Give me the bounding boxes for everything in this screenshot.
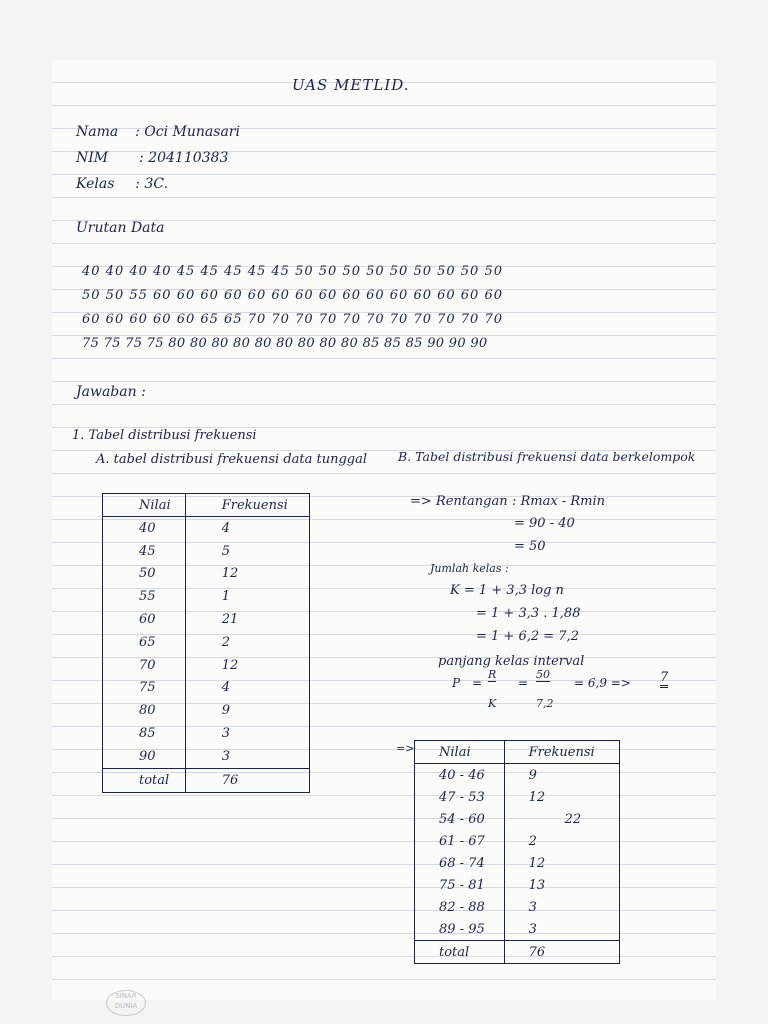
- panjang-label: panjang kelas interval: [438, 654, 585, 669]
- table-cell: 3: [185, 745, 309, 768]
- k-formula: K = 1 + 3,3 log n: [450, 583, 564, 598]
- identity-value: Oci Munasari: [144, 124, 240, 140]
- table-header-row: [415, 741, 620, 764]
- table-row: [103, 722, 310, 745]
- table-header: Frekuensi: [185, 494, 309, 517]
- data-row: 40 40 40 40 45 45 45 45 45 50 50 50 50 50 50 50 50 50: [82, 264, 504, 279]
- jumlah-kelas-label: Jumlah kelas :: [430, 562, 509, 575]
- table-cell: 12: [185, 563, 309, 586]
- identity-value: 204110383: [148, 150, 229, 166]
- identity-sep: :: [135, 124, 140, 140]
- table-total-value: 76: [504, 941, 619, 964]
- table-row: [415, 852, 620, 874]
- table-row: [103, 585, 310, 608]
- table-row: [103, 745, 310, 768]
- identity-label: Nama: [76, 124, 119, 140]
- page-title: UAS METLID.: [292, 76, 410, 94]
- table-cell: 70: [103, 654, 186, 677]
- table-total-row: [103, 768, 310, 792]
- table-header-row: [103, 494, 310, 517]
- table-cell: 5: [185, 540, 309, 563]
- fraction-50: 50: [536, 668, 550, 681]
- table-row: [103, 699, 310, 722]
- table-cell: 89 - 95: [415, 918, 505, 941]
- table-row: [103, 517, 310, 540]
- table-row: [415, 874, 620, 896]
- rentangan-formula: : Rmax - Rmin: [512, 494, 606, 509]
- table-row: [415, 786, 620, 808]
- table-cell: 60: [103, 608, 186, 631]
- table-cell: 1: [185, 585, 309, 608]
- table-row: [103, 563, 310, 586]
- table-cell: 75: [103, 677, 186, 700]
- fraction-7-2: 7,2: [536, 697, 554, 710]
- rentangan-label: => Rentangan: [410, 494, 508, 509]
- table-row: [103, 654, 310, 677]
- table-row: [415, 896, 620, 918]
- identity-kelas: [76, 176, 168, 192]
- table-total-label: total: [415, 941, 505, 964]
- table-cell: 68 - 74: [415, 852, 505, 874]
- frequency-table-single: [102, 493, 310, 793]
- rentangan-step: = 90 - 40: [514, 516, 575, 531]
- identity-nim: [76, 150, 228, 166]
- table-cell: 12: [504, 786, 619, 808]
- table-cell: 13: [504, 874, 619, 896]
- table-row: [103, 608, 310, 631]
- table-row: [415, 764, 620, 787]
- table-cell: 82 - 88: [415, 896, 505, 918]
- table-cell: 90: [103, 745, 186, 768]
- identity-label: NIM: [76, 150, 109, 166]
- k-step: = 1 + 3,3 . 1,88: [476, 606, 581, 621]
- table-cell: 50: [103, 563, 186, 586]
- table-cell: 65: [103, 631, 186, 654]
- table-cell: 47 - 53: [415, 786, 505, 808]
- data-heading: Urutan Data: [76, 220, 165, 236]
- answer-heading: Jawaban :: [76, 384, 146, 400]
- table-cell: 4: [185, 677, 309, 700]
- section-1-heading: 1. Tabel distribusi frekuensi: [72, 428, 257, 443]
- identity-sep: :: [139, 150, 144, 166]
- identity-label: Kelas: [76, 176, 115, 192]
- table-row: [415, 918, 620, 941]
- section-a-heading: A. tabel distribusi frekuensi data tunggal: [96, 452, 368, 467]
- table-cell: 45: [103, 540, 186, 563]
- table-cell: 54 - 60: [415, 808, 505, 830]
- p-equals: =: [472, 676, 483, 690]
- rentangan-result: = 50: [514, 539, 546, 554]
- table-cell: 2: [185, 631, 309, 654]
- table-row: [415, 808, 620, 830]
- table-cell: 40 - 46: [415, 764, 505, 787]
- table-cell: 55: [103, 585, 186, 608]
- frequency-table-grouped: [414, 740, 620, 964]
- identity-value: 3C.: [144, 176, 169, 192]
- table-cell: 2: [504, 830, 619, 852]
- table-cell: 3: [504, 896, 619, 918]
- table-row: [103, 540, 310, 563]
- table-total-label: total: [103, 768, 186, 792]
- table-cell: 21: [185, 608, 309, 631]
- table-cell: 9: [185, 699, 309, 722]
- table-row: [103, 677, 310, 700]
- fraction-k: K: [488, 697, 497, 710]
- table-total-value: 76: [185, 768, 309, 792]
- data-row: 60 60 60 60 60 65 65 70 70 70 70 70 70 70 70 70 70 70: [82, 312, 504, 327]
- brand-stamp-logo: SINAR DUNIA: [106, 990, 146, 1016]
- arrow-to-table: =>: [396, 742, 415, 755]
- table-total-row: [415, 941, 620, 964]
- table-cell: 80: [103, 699, 186, 722]
- fraction-r: R: [488, 668, 497, 681]
- data-row: 50 50 55 60 60 60 60 60 60 60 60 60 60 60 60 60 60 60: [82, 288, 504, 303]
- table-cell: 3: [185, 722, 309, 745]
- table-header: Nilai: [103, 494, 186, 517]
- identity-sep: :: [135, 176, 141, 192]
- table-cell: 40: [103, 517, 186, 540]
- table-header: Nilai: [415, 741, 505, 764]
- p-result: = 6,9 =>: [574, 676, 631, 690]
- p-final: 7: [660, 670, 668, 688]
- section-b-heading: B. Tabel distribusi frekuensi data berkelompok: [398, 449, 696, 464]
- table-cell: 3: [504, 918, 619, 941]
- table-row: [415, 830, 620, 852]
- p-label: P: [452, 676, 461, 690]
- table-cell: 61 - 67: [415, 830, 505, 852]
- table-cell: 4: [185, 517, 309, 540]
- table-cell: 12: [504, 852, 619, 874]
- table-row: [103, 631, 310, 654]
- identity-name: [76, 124, 240, 140]
- equals-sign: =: [518, 676, 529, 690]
- k-result: = 1 + 6,2 = 7,2: [476, 629, 579, 644]
- table-cell: 12: [185, 654, 309, 677]
- table-cell: 9: [504, 764, 619, 787]
- table-cell: 85: [103, 722, 186, 745]
- table-cell: 75 - 81: [415, 874, 505, 896]
- table-cell: 22: [504, 808, 619, 830]
- data-row: 75 75 75 75 80 80 80 80 80 80 80 80 80 85 85 85 90 90 90: [82, 336, 488, 351]
- table-header: Frekuensi: [504, 741, 619, 764]
